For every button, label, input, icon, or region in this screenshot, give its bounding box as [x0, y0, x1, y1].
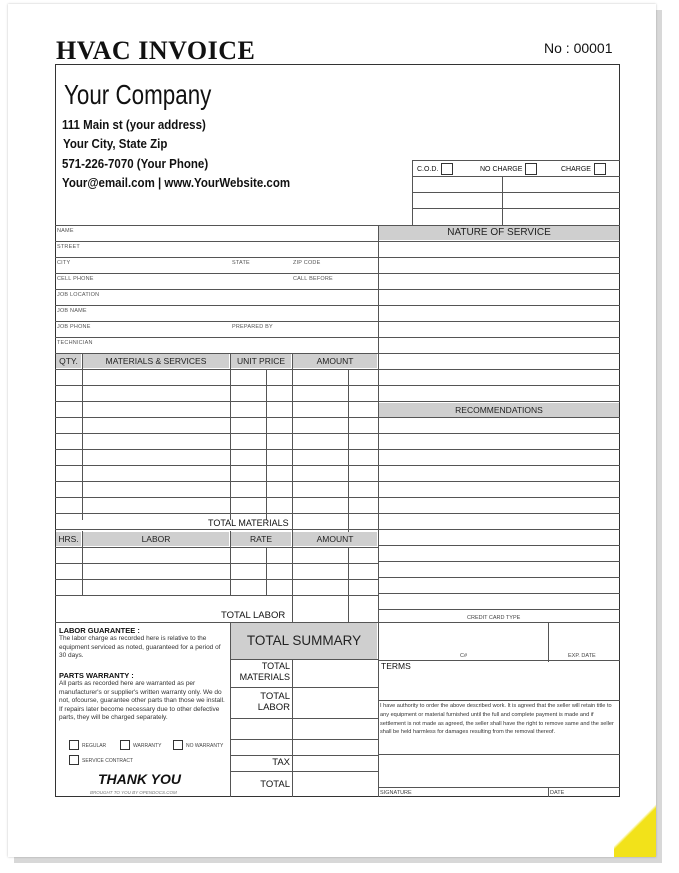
- rule-line: [378, 305, 620, 306]
- rule-line: [55, 529, 378, 530]
- rule-line: [55, 579, 378, 580]
- no-warranty-checkbox[interactable]: [173, 740, 183, 750]
- rule-line: [230, 353, 231, 520]
- authority-text: I have authority to order the above described work. It is agreed that the seller will retain title to any equipment or material furnished until the full and complete payment is made and if settlement is not made as agreed, the seller shall have the right to remove same and the seller shall be held harmless for damages resulting from the removal thereof.: [380, 703, 614, 736]
- rule-line: [378, 257, 620, 258]
- rule-line: [55, 257, 378, 258]
- rule-line: [378, 225, 379, 797]
- rule-line: [378, 289, 620, 290]
- rule-line: [378, 700, 620, 701]
- rule-line: [55, 385, 378, 386]
- rule-line: [378, 273, 620, 274]
- rule-line: [378, 529, 620, 530]
- company-name: Your Company: [64, 79, 212, 110]
- invoice-title: HVAC INVOICE: [56, 36, 256, 65]
- rule-line: [230, 718, 378, 719]
- rule-line: [378, 497, 620, 498]
- cell-phone-field-label: CELL PHONE: [57, 276, 94, 282]
- no-charge-option[interactable]: [480, 163, 537, 175]
- rule-line: [55, 449, 378, 450]
- rule-line: [378, 385, 620, 386]
- materials-header: MATERIALS & SERVICES: [83, 354, 229, 368]
- name-field-label: NAME: [57, 228, 74, 234]
- job-name-field-label: JOB NAME: [57, 308, 87, 314]
- date-label: DATE: [550, 790, 565, 796]
- cc-number-label: C#: [460, 653, 468, 659]
- job-location-field-label: JOB LOCATION: [57, 292, 100, 298]
- charge-label: CHARGE: [561, 165, 591, 173]
- thank-you: THANK YOU: [98, 771, 181, 787]
- rule-line: [412, 192, 620, 193]
- labor-header: LABOR: [83, 532, 229, 546]
- credit-card-type-label: CREDIT CARD TYPE: [467, 615, 521, 621]
- rule-line: [55, 337, 378, 338]
- warranty-label: WARRANTY: [133, 743, 162, 749]
- warranty-checkbox[interactable]: [120, 740, 130, 750]
- terms-label: TERMS: [381, 661, 411, 671]
- total-materials-label: TOTAL MATERIALS: [208, 518, 289, 528]
- call-before-field-label: CALL BEFORE: [293, 276, 333, 282]
- rule-line: [378, 787, 620, 788]
- rule-line: [55, 241, 378, 242]
- rule-line: [412, 176, 620, 177]
- rule-line: [378, 465, 620, 466]
- street-field-label: STREET: [57, 244, 80, 250]
- summary-total-label: TOTAL: [260, 779, 290, 790]
- rule-line: [55, 305, 378, 306]
- service-contract-checkbox[interactable]: [69, 755, 79, 765]
- rule-line: [412, 160, 620, 161]
- rule-line: [266, 547, 267, 595]
- rule-line: [55, 513, 378, 514]
- regular-checkbox[interactable]: [69, 740, 79, 750]
- rule-line: [378, 353, 620, 354]
- rule-line: [378, 545, 620, 546]
- no-charge-checkbox[interactable]: [525, 163, 537, 175]
- nature-of-service-header: NATURE OF SERVICE: [379, 226, 619, 240]
- rule-line: [82, 353, 83, 520]
- total-labor-label: TOTAL LABOR: [221, 610, 286, 621]
- job-phone-field-label: JOB PHONE: [57, 324, 91, 330]
- invoice-page: [8, 4, 656, 857]
- exp-date-label: EXP. DATE: [568, 653, 596, 659]
- rule-line: [378, 660, 620, 661]
- rule-line: [378, 481, 620, 482]
- company-phone: 571-226-7070 (Your Phone): [62, 157, 209, 171]
- rule-line: [378, 609, 620, 610]
- company-address: 111 Main st (your address): [62, 118, 206, 132]
- rule-line: [412, 208, 620, 209]
- cod-label: C.O.D.: [417, 165, 439, 173]
- rule-line: [230, 739, 378, 740]
- prepared-by-field-label: PREPARED BY: [232, 324, 273, 330]
- rule-line: [548, 622, 549, 662]
- rule-line: [378, 577, 620, 578]
- rule-line: [55, 433, 378, 434]
- rule-line: [55, 289, 378, 290]
- no-warranty-label: NO WARRANTY: [186, 743, 224, 749]
- regular-label: REGULAR: [82, 743, 107, 749]
- rule-line: [378, 401, 620, 402]
- rule-line: [55, 497, 378, 498]
- amount-header: AMOUNT: [293, 354, 377, 368]
- labor-guarantee-text: The labor charge as recorded here is relative to the equipment serviced as noted, guaranteed for a period of 30 days.: [59, 635, 221, 660]
- city-field-label: CITY: [57, 260, 71, 266]
- technician-field-label: TECHNICIAN: [57, 340, 93, 346]
- rule-line: [378, 337, 620, 338]
- summary-total-materials-label: TOTAL MATERIALS: [239, 661, 290, 682]
- rule-line: [55, 369, 378, 370]
- rule-line: [55, 417, 378, 418]
- rule-line: [55, 547, 378, 548]
- no-charge-label: NO CHARGE: [480, 165, 523, 173]
- rule-line: [292, 659, 293, 797]
- rule-line: [55, 273, 378, 274]
- rule-line: [378, 369, 620, 370]
- company-city: Your City, State Zip: [63, 137, 168, 151]
- invoice-number: No : 00001: [544, 40, 613, 56]
- qty-header: QTY.: [56, 354, 81, 368]
- parts-warranty-text: All parts as recorded here are warranted as per manufacturer's or supplier's written warranty only. We do not, ofcourse, guarantee other parts than those we install. If repairs later become necessary due to other defective parts, they will be charged separately.: [59, 680, 225, 722]
- unit-price-header: UNIT PRICE: [231, 354, 291, 368]
- rule-line: [55, 563, 378, 564]
- signature-label: SIGNATURE: [380, 790, 412, 796]
- labor-amount-header: AMOUNT: [293, 532, 377, 546]
- rule-line: [378, 561, 620, 562]
- cod-option[interactable]: [417, 163, 453, 175]
- parts-warranty-title: PARTS WARRANTY :: [59, 671, 134, 680]
- rule-line: [230, 659, 378, 660]
- rule-line: [378, 593, 620, 594]
- rule-line: [378, 513, 620, 514]
- rule-line: [55, 321, 378, 322]
- labor-guarantee-title: LABOR GUARANTEE :: [59, 626, 140, 635]
- service-contract-label: SERVICE CONTRACT: [82, 758, 134, 764]
- rule-line: [55, 481, 378, 482]
- rate-header: RATE: [231, 532, 291, 546]
- rule-line: [55, 595, 378, 596]
- rule-line: [378, 622, 620, 623]
- rule-line: [348, 547, 349, 622]
- rule-line: [292, 531, 293, 622]
- rule-line: [230, 771, 378, 772]
- summary-total-labor-label: TOTAL LABOR: [257, 691, 290, 713]
- rule-line: [502, 176, 503, 225]
- rule-line: [348, 369, 349, 536]
- rule-line: [378, 241, 620, 242]
- charge-option[interactable]: [561, 163, 606, 175]
- brought-by: BROUGHT TO YOU BY OPENDOCS.COM: [90, 790, 177, 795]
- rule-line: [548, 787, 549, 797]
- cod-checkbox[interactable]: [441, 163, 453, 175]
- rule-line: [55, 465, 378, 466]
- rule-line: [378, 449, 620, 450]
- rule-line: [378, 433, 620, 434]
- state-field-label: STATE: [232, 260, 250, 266]
- zip-field-label: ZIP CODE: [293, 260, 321, 266]
- company-contact: Your@email.com | www.YourWebsite.com: [62, 176, 291, 190]
- rule-line: [378, 754, 620, 755]
- rule-line: [292, 353, 293, 536]
- rule-line: [378, 321, 620, 322]
- charge-checkbox[interactable]: [594, 163, 606, 175]
- hrs-header: HRS.: [56, 532, 81, 546]
- rule-line: [55, 401, 378, 402]
- rule-line: [378, 417, 620, 418]
- rule-line: [230, 687, 378, 688]
- rule-line: [230, 755, 378, 756]
- summary-tax-label: TAX: [272, 757, 290, 768]
- recommendations-header: RECOMMENDATIONS: [379, 403, 619, 417]
- page-curl: [614, 797, 656, 857]
- total-summary-header: TOTAL SUMMARY: [231, 623, 377, 659]
